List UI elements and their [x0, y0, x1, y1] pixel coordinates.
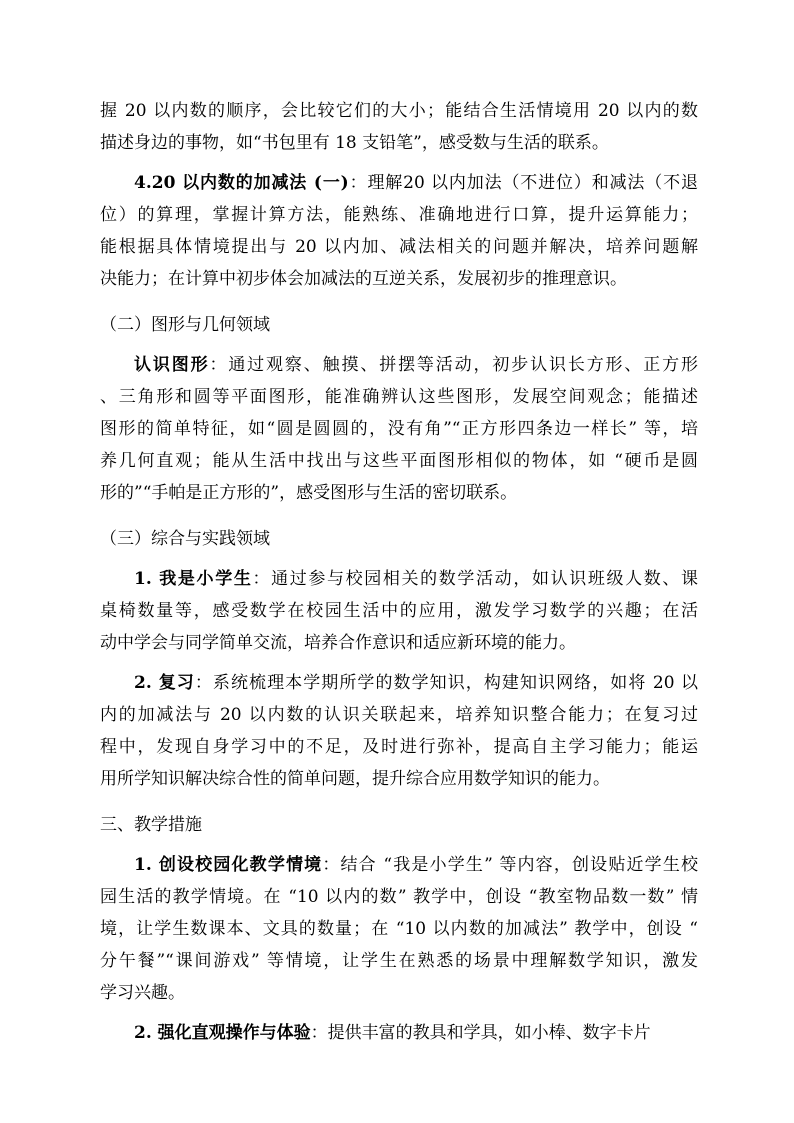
- text-line: 2. 强化直观操作与体验：提供丰富的教具和学具，如小棒、数字卡片: [134, 1023, 651, 1043]
- text-line: 学习兴趣。: [100, 983, 185, 1003]
- text-line: 能根据具体情境提出与 20 以内加、减法相关的问题并解决，培养问题解: [100, 237, 698, 257]
- text-line: 决能力；在计算中初步体会加减法的互逆关系，发展初步的推理意识。: [100, 269, 627, 289]
- text-line: 动中学会与同学简单交流，培养合作意识和适应新环境的能力。: [100, 633, 576, 653]
- text-line: 2. 复习：系统梳理本学期所学的数学知识，构建知识网络，如将 20 以: [134, 673, 698, 693]
- paragraph-hands-on: [100, 1017, 698, 1049]
- item-label: 1. 创设校园化教学情境: [134, 855, 323, 875]
- item-label: 认识图形: [134, 355, 210, 375]
- text-line: 1. 创设校园化教学情境：结合 “我是小学生” 等内容，创设贴近学生校: [134, 855, 698, 875]
- paragraph-i-am-a-student: [100, 563, 698, 659]
- text-line: 1. 我是小学生：通过参与校园相关的数学活动，如认识班级人数、课: [134, 569, 699, 589]
- paragraph-review: [100, 667, 698, 795]
- text-line: 4.20 以内数的加减法 (一)：理解20 以内加法（不进位）和减法（不退: [134, 173, 698, 193]
- text-line: 形的”“手帕是正方形的”，感受图形与生活的密切联系。: [100, 483, 518, 503]
- text-line: 园生活的教学情境。在 “10 以内的数” 教学中，创设 “教室物品数一数” 情: [100, 887, 698, 907]
- text-line: 境，让学生数课本、文具的数量；在 “10 以内数的加减法” 教学中，创设 “: [100, 919, 698, 939]
- section-heading-practice: （三）综合与实践领域: [100, 529, 270, 549]
- text-line: 内的加减法与 20 以内数的认识关联起来，培养知识整合能力；在复习过: [100, 705, 698, 725]
- item-label: 2. 强化直观操作与体验: [134, 1023, 311, 1043]
- text-line: 养几何直观；能从生活中找出与这些平面图形相似的物体，如 “硬币是圆: [100, 451, 698, 471]
- section-heading-measures: 三、教学措施: [100, 815, 202, 835]
- item-label: 4.20 以内数的加减法 (一): [134, 173, 349, 193]
- text-line: 位）的算理，掌握计算方法，能熟练、准确地进行口算，提升运算能力；: [100, 205, 698, 225]
- text-line: 、三角形和圆等平面图形，能准确辨认这些图形，发展空间观念；能描述: [100, 387, 698, 407]
- text-line: 握 20 以内数的顺序，会比较它们的大小；能结合生活情境用 20 以内的数: [100, 101, 698, 121]
- document-page: [100, 95, 698, 1057]
- paragraph-campus-context: [100, 849, 698, 1009]
- text-line: 描述身边的事物，如“书包里有 18 支铅笔”，感受数与生活的联系。: [100, 133, 609, 153]
- text-line: 图形的简单特征，如“圆是圆圆的，没有角”“正方形四条边一样长” 等，培: [100, 419, 698, 439]
- text-line: 程中，发现自身学习中的不足，及时进行弥补，提高自主学习能力；能运: [100, 737, 698, 757]
- paragraph-shapes: [100, 349, 698, 509]
- text-line: 用所学知识解决综合性的简单问题，提升综合应用数学知识的能力。: [100, 769, 610, 789]
- section-heading-geometry: （二）图形与几何领域: [100, 315, 270, 335]
- paragraph-addition-subtraction: [100, 167, 698, 295]
- text-line: 认识图形：通过观察、触摸、拼摆等活动，初步认识长方形、正方形: [134, 355, 699, 375]
- text-line: 桌椅数量等，感受数学在校园生活中的应用，激发学习数学的兴趣；在活: [100, 601, 698, 621]
- text-line: 分午餐”“课间游戏” 等情境，让学生在熟悉的场景中理解数学知识，激发: [100, 951, 698, 971]
- item-label: 1. 我是小学生: [134, 569, 253, 589]
- paragraph-number-order: [100, 95, 698, 159]
- item-label: 2. 复习: [134, 673, 195, 693]
